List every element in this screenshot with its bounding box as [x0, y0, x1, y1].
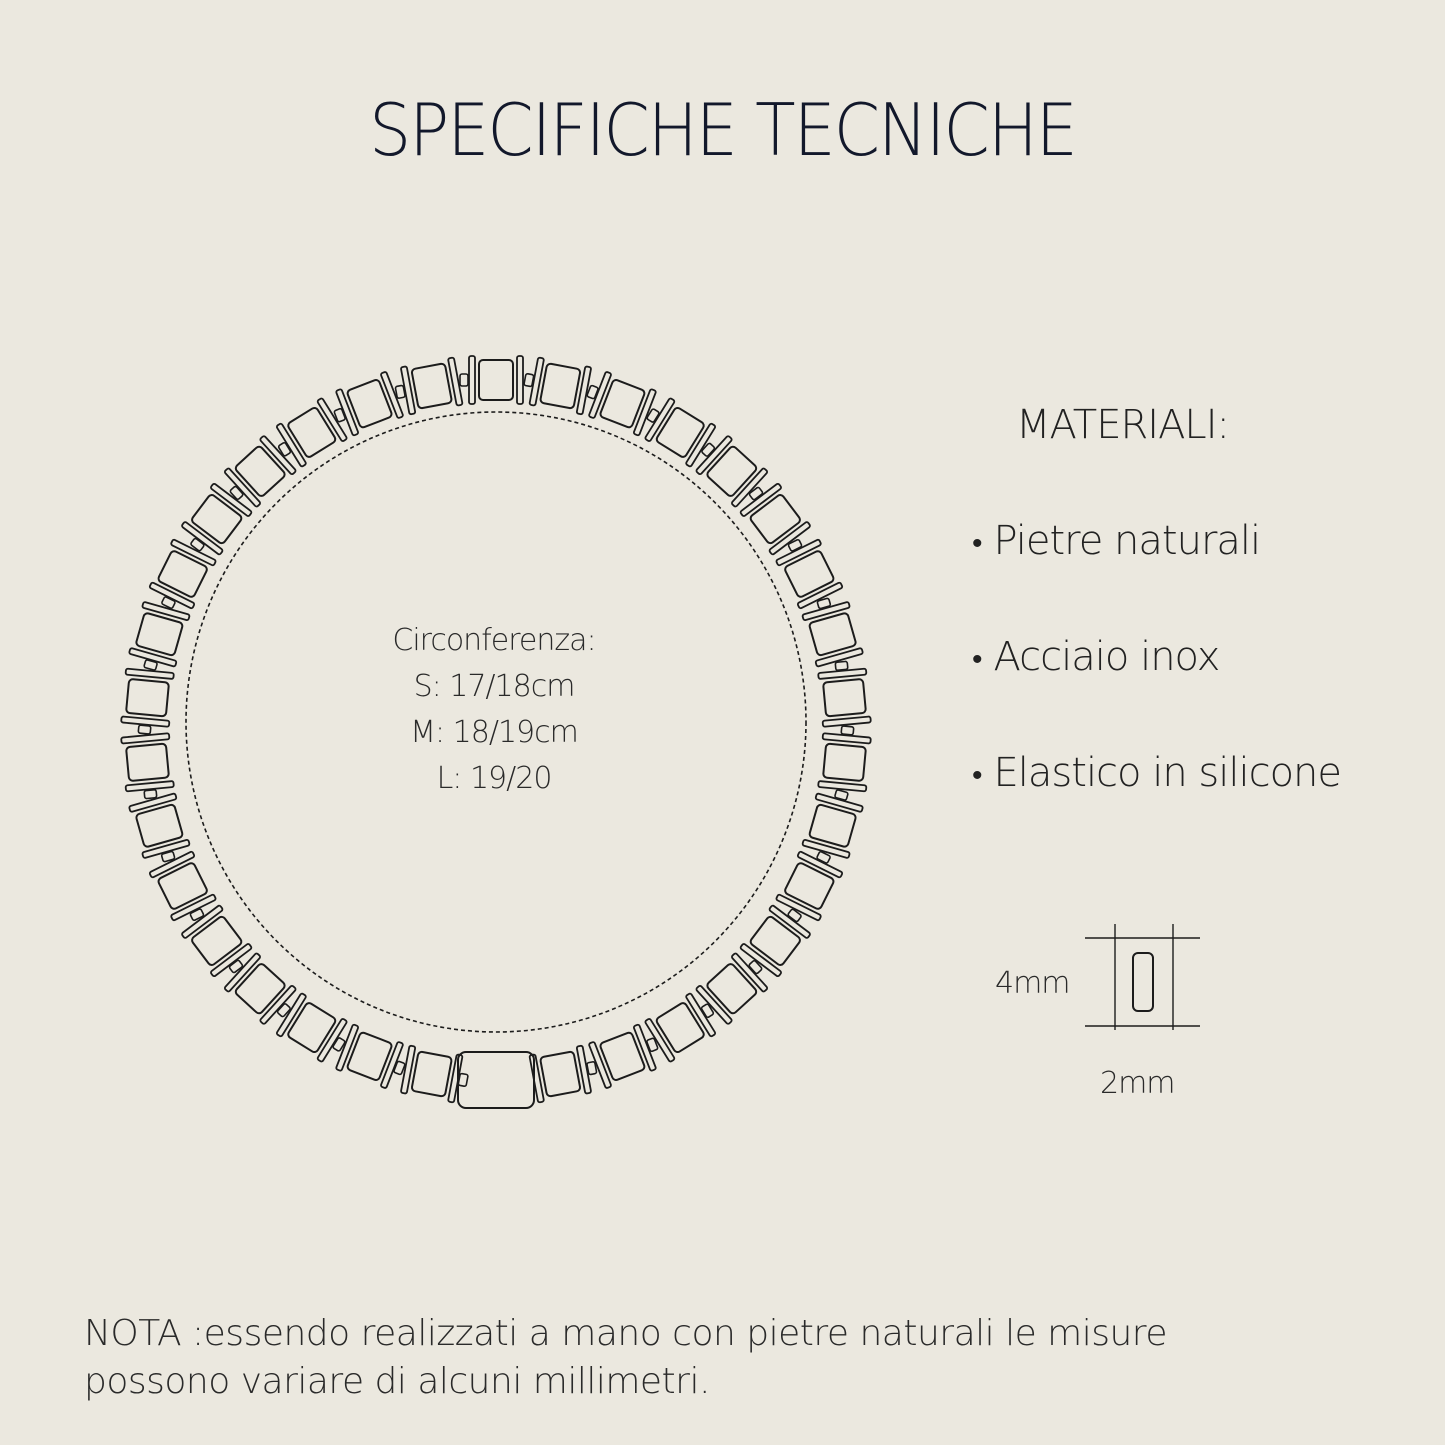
- bead-width-label: 2mm: [1100, 1066, 1175, 1101]
- bead-group: [336, 1024, 412, 1092]
- bead-group: [126, 602, 189, 676]
- bead-group: [818, 724, 872, 791]
- bead-group: [589, 1021, 665, 1089]
- bead-group: [121, 733, 175, 800]
- bullet-icon: •: [972, 641, 982, 677]
- bead-group: [176, 483, 252, 562]
- size-m: M: 18/19cm: [410, 715, 578, 750]
- bead-group: [645, 988, 724, 1062]
- material-item: [972, 518, 1260, 564]
- material-label: Elastico in silicone: [993, 750, 1342, 796]
- material-item: [972, 750, 1341, 796]
- bead-group: [460, 356, 523, 404]
- bead-group: [529, 1044, 600, 1103]
- focal-bead: [458, 1052, 534, 1108]
- bead-height-label: 4mm: [995, 966, 1070, 1001]
- bead-group: [740, 898, 816, 977]
- bead-group: [772, 531, 843, 609]
- size-s: S: 17/18cm: [413, 669, 575, 704]
- bead-group: [580, 368, 656, 436]
- bead-group: [392, 357, 463, 416]
- material-label: Pietre naturali: [993, 518, 1261, 564]
- note-text: [84, 1310, 1344, 1406]
- single-bead-icon: [1133, 953, 1153, 1011]
- bead-group: [120, 669, 174, 736]
- materials-heading: MATERIALI:: [1016, 402, 1229, 448]
- bead-group: [149, 851, 220, 929]
- size-l: L: 19/20: [436, 761, 552, 796]
- bead-group: [327, 372, 403, 440]
- bead-group: [276, 993, 355, 1067]
- circumference-heading: Circonferenza:: [392, 623, 596, 658]
- bead-group: [637, 393, 716, 467]
- bead-group: [269, 398, 348, 472]
- material-item: [972, 634, 1219, 680]
- circumference-block: [346, 618, 642, 802]
- note-line-1: NOTA :essendo realizzati a mano con pietre naturali le misure: [84, 1313, 1167, 1354]
- bead-group: [521, 356, 592, 415]
- bead-group: [689, 429, 768, 507]
- material-label: Acciaio inox: [993, 634, 1220, 680]
- note-line-2: possono variare di alcuni millimetri.: [84, 1361, 710, 1402]
- bead-group: [802, 785, 865, 859]
- bullet-icon: •: [972, 757, 982, 793]
- bead-group: [817, 660, 871, 727]
- bead-group: [401, 1045, 472, 1104]
- bead-dimension-drawing: [1085, 924, 1200, 1030]
- bead-group: [224, 953, 303, 1031]
- page-title: SPECIFICHE TECNICHE: [369, 88, 1076, 172]
- bullet-icon: •: [972, 525, 982, 561]
